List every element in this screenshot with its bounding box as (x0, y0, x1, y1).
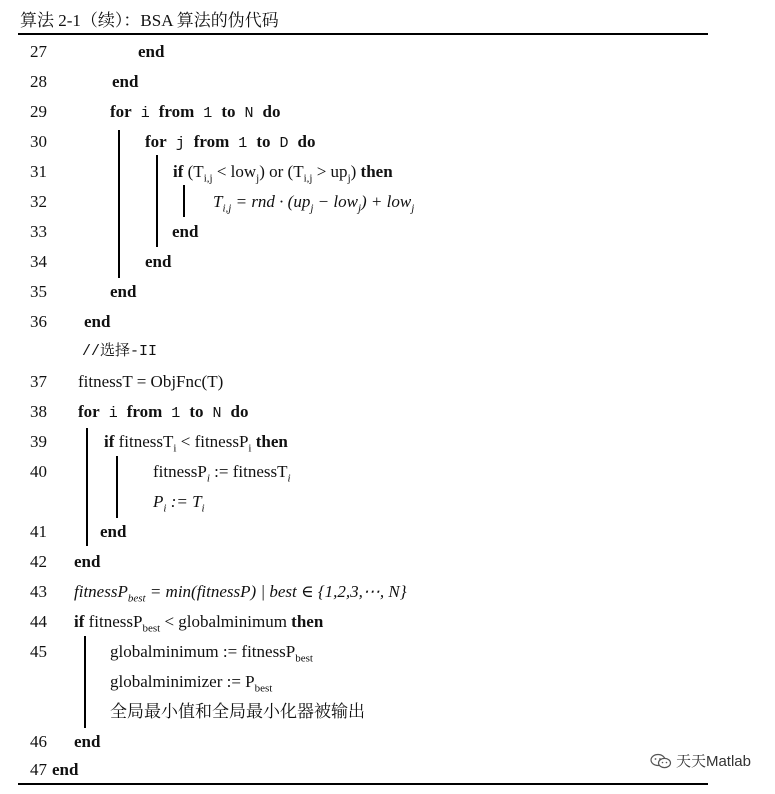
code-comment: //选择-II (82, 343, 158, 360)
wechat-icon (650, 753, 672, 769)
block-bar (156, 155, 158, 247)
line-number: 42 (30, 552, 47, 571)
code-line: if fitnessT$_i$ < fitnessP$_i$ then (104, 432, 288, 455)
code-line: end (52, 760, 79, 779)
code-line: end (84, 312, 111, 331)
code-line: end (145, 252, 172, 271)
line-number: 35 (30, 282, 47, 301)
watermark-label: 天天Matlab (675, 753, 751, 770)
code-line: end (74, 552, 101, 571)
line-number: 30 (30, 132, 47, 151)
code-line: for i from 1 to N do (78, 402, 249, 422)
code-line: fitnessP$_{best}$ = min(fitnessP) | best ∈ {1,2,3,⋯, N} (74, 582, 407, 605)
line-number: 29 (30, 102, 47, 121)
update-equation: $T_{i,j}$ = rnd · $(up_j - low_j) + low_j$ (213, 192, 415, 215)
line-number: 43 (30, 582, 47, 601)
line-number: 47 (30, 760, 47, 779)
block-bar (84, 636, 86, 728)
code-line: for j from 1 to D do (145, 132, 316, 152)
algorithm-title: 算法 2-1（续）：BSA 算法的伪代码 (20, 11, 279, 30)
code-line: end (112, 72, 139, 91)
line-number: 44 (30, 612, 47, 631)
code-line: end (110, 282, 137, 301)
line-number: 31 (30, 162, 47, 181)
code-line: globalminimum := fitnessP$_{best}$ (110, 642, 313, 665)
line-number: 33 (30, 222, 47, 241)
code-line: end (172, 222, 199, 241)
block-bar (183, 185, 185, 217)
line-number: 28 (30, 72, 47, 91)
line-number: 27 (30, 42, 47, 61)
code-line: if fitnessP$_{best}$ < globalminimum then (74, 612, 324, 635)
bottom-rule (18, 783, 708, 785)
line-number: 40 (30, 462, 47, 481)
code-line: end (100, 522, 127, 541)
line-number: 45 (30, 642, 47, 661)
line-number: 38 (30, 402, 47, 421)
top-rule (18, 33, 708, 35)
block-bar (116, 456, 118, 518)
line-number: 37 (30, 372, 47, 391)
line-number: 46 (30, 732, 47, 751)
line-number: 32 (30, 192, 47, 211)
code-line: end (138, 42, 165, 61)
block-bar (118, 130, 120, 278)
watermark (650, 750, 751, 771)
line-number: 39 (30, 432, 47, 451)
code-line: end (74, 732, 101, 751)
code-line: 全局最小值和全局最小化器被输出 (110, 702, 365, 721)
code-line: fitnessP$_i$ := fitnessT$_i$ (153, 462, 291, 485)
line-number: 34 (30, 252, 47, 271)
code-line: if $(T_{i,j} < low_j)$ or $(T_{i,j} > up_j)$ then (173, 162, 393, 185)
code-line: $P_i$ := $T_i$ (153, 492, 205, 515)
block-bar (86, 428, 88, 546)
code-line: globalminimizer := $P_{best}$ (110, 672, 273, 695)
line-number: 36 (30, 312, 47, 331)
code-line: fitnessT = ObjFnc(T) (78, 372, 224, 391)
line-number: 41 (30, 522, 47, 541)
code-line: for i from 1 to N do (110, 102, 281, 122)
